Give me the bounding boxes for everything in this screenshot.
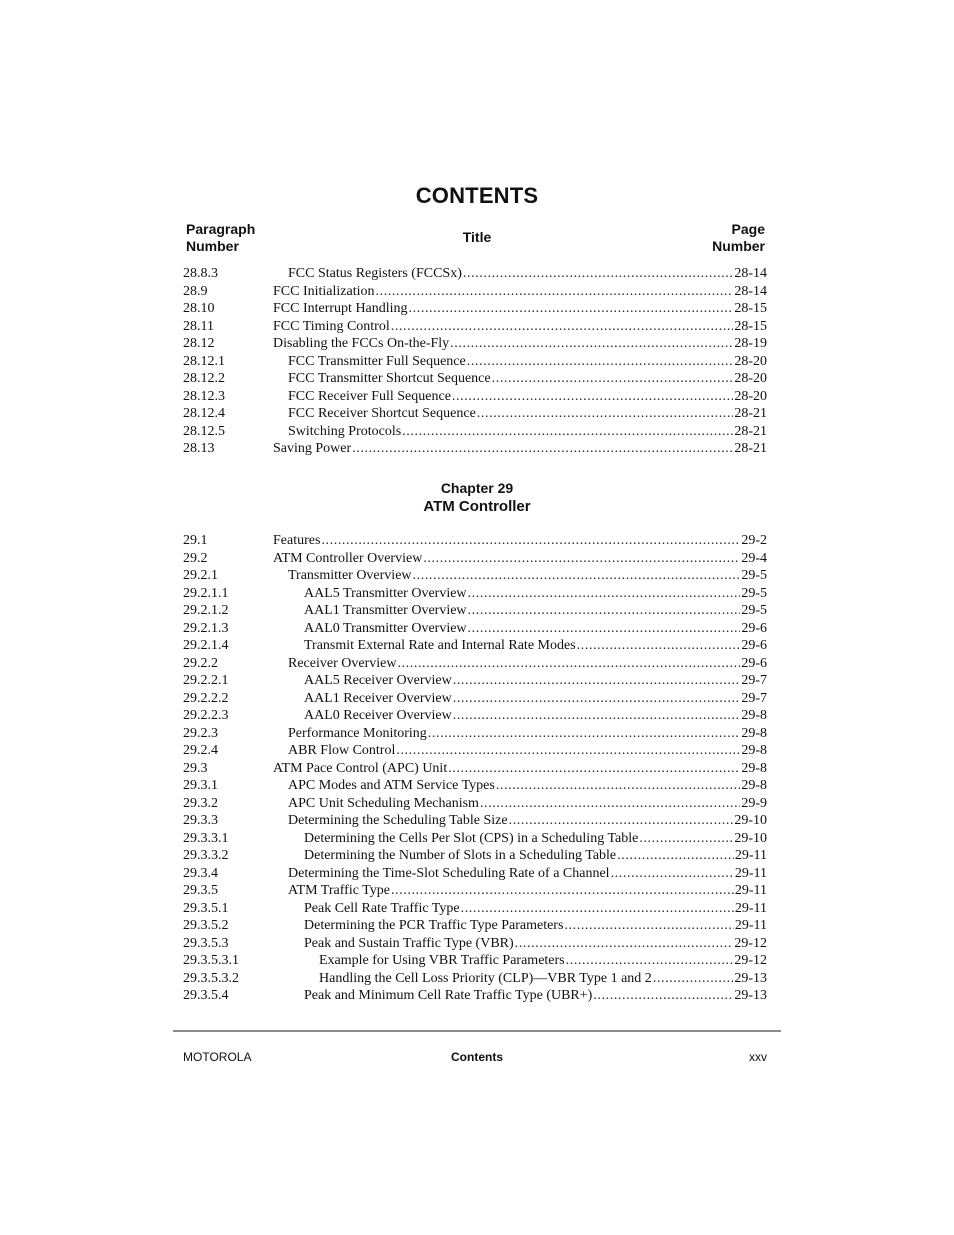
toc-entry-title: Disabling the FCCs On-the-Fly — [273, 336, 450, 351]
toc-entry-line — [304, 690, 767, 708]
toc-entry-line — [304, 620, 767, 638]
dot-leader — [453, 707, 741, 725]
toc-entry-title: AAL0 Receiver Overview — [304, 708, 452, 723]
toc-entry-title: Determining the PCR Traffic Type Parameters — [304, 918, 564, 933]
toc-entry[interactable] — [183, 812, 767, 830]
dot-leader — [463, 265, 733, 283]
toc-entry[interactable] — [183, 690, 767, 708]
toc-entry-title: Determining the Scheduling Table Size — [288, 813, 508, 828]
toc-entry-line — [304, 602, 767, 620]
toc-entry-number: 29.3.5.2 — [183, 918, 229, 933]
toc-entry[interactable] — [183, 795, 767, 813]
toc-entry-title: Peak Cell Rate Traffic Type — [304, 900, 460, 916]
toc-entry-number: 29.2 — [183, 550, 208, 566]
toc-entry-title: Peak and Sustain Traffic Type (VBR) — [304, 935, 514, 951]
toc-entry-title: Determining the Number of Slots in a Scheduling Table — [304, 848, 617, 863]
toc-entry-page: 29-11 — [734, 900, 767, 916]
dot-leader — [397, 655, 740, 673]
toc-entry-title: FCC Transmitter Full Sequence — [288, 353, 466, 369]
toc-entry-line — [319, 952, 767, 970]
toc-entry-line — [288, 388, 767, 406]
dot-leader — [515, 935, 734, 953]
toc-entry-number: 29.3.2 — [183, 795, 218, 811]
toc-entry[interactable] — [183, 952, 767, 970]
toc-entry-number: 29.2.4 — [183, 743, 218, 758]
chapter-title: ATM Controller — [423, 498, 531, 515]
toc-entry-number: 29.3 — [183, 760, 208, 776]
toc-entry-line — [273, 760, 767, 778]
toc-entry-title: ATM Pace Control (APC) Unit — [273, 760, 448, 776]
toc-entry-page: 29-7 — [741, 673, 767, 688]
toc-entry-title: Receiver Overview — [288, 655, 397, 671]
toc-entry-line — [304, 672, 767, 690]
toc-entry[interactable] — [183, 970, 767, 988]
toc-entry[interactable] — [183, 987, 767, 1005]
toc-entry-number: 29.3.3.1 — [183, 830, 229, 846]
dot-leader — [653, 970, 734, 988]
toc-entry-page: 29-11 — [734, 883, 767, 898]
toc-entry-number: 29.3.3 — [183, 813, 218, 828]
toc-entry-title: Features — [273, 533, 321, 548]
toc-entry-title: Handling the Cell Loss Priority (CLP)—VBR Type 1 and 2 — [319, 970, 652, 986]
toc-entry-number: 29.3.5.3.1 — [183, 953, 239, 968]
dot-leader — [453, 690, 741, 708]
toc-entry-title: Peak and Minimum Cell Rate Traffic Type (UBR+) — [304, 988, 593, 1003]
toc-entry-title: FCC Transmitter Shortcut Sequence — [288, 371, 491, 386]
dot-leader — [564, 917, 733, 935]
toc-entry-page: 28-21 — [734, 423, 767, 439]
dot-leader — [402, 423, 733, 441]
toc-entry-line — [288, 795, 767, 813]
toc-entry[interactable] — [183, 585, 767, 603]
toc-entry-line — [273, 300, 767, 318]
toc-entry[interactable] — [183, 602, 767, 620]
toc-entry-number: 29.2.1.1 — [183, 585, 229, 601]
toc-entry-page: 29-11 — [734, 918, 767, 933]
toc-entry-line — [304, 900, 767, 918]
toc-entry-line — [288, 882, 767, 900]
toc-entry-line — [319, 970, 767, 988]
toc-entry-line — [288, 865, 767, 883]
toc-entry-line — [288, 812, 767, 830]
dot-leader — [409, 300, 734, 318]
toc-entry[interactable] — [183, 405, 767, 423]
dot-leader — [428, 725, 741, 743]
toc-entry-page: 29-10 — [734, 830, 767, 846]
toc-entry-number: 29.3.5.1 — [183, 900, 229, 916]
dot-leader — [396, 742, 740, 760]
dot-leader — [467, 353, 734, 371]
toc-entry[interactable] — [183, 760, 767, 778]
toc-entry-page: 29-2 — [741, 533, 767, 548]
toc-entry-page: 29-6 — [741, 620, 767, 636]
toc-entry-page: 29-8 — [741, 743, 767, 758]
toc-entry[interactable] — [183, 265, 767, 283]
toc-entry-title: Example for Using VBR Traffic Parameters — [319, 953, 565, 968]
toc-entry-line — [304, 917, 767, 935]
toc-entry-line — [273, 550, 767, 568]
page-title: CONTENTS — [415, 183, 539, 208]
toc-entry-page: 29-5 — [741, 585, 767, 601]
toc-entry-title: Transmit External Rate and Internal Rate Modes — [304, 638, 576, 653]
toc-entry-line — [288, 265, 767, 283]
toc-entry-line — [288, 567, 767, 585]
toc-entry-line — [273, 335, 767, 353]
dot-leader — [611, 865, 734, 883]
toc-entry-line — [288, 370, 767, 388]
toc-entry-page: 28-21 — [734, 406, 767, 421]
dot-leader — [480, 795, 740, 813]
dot-leader — [593, 987, 733, 1005]
dot-leader — [321, 532, 740, 550]
toc-entry-page: 29-5 — [741, 603, 767, 618]
header-left-line1: Paragraph — [186, 221, 256, 237]
toc-entry-page: 29-6 — [741, 655, 767, 671]
dot-leader — [509, 812, 734, 830]
toc-entry-line — [288, 423, 767, 441]
dot-leader — [477, 405, 734, 423]
dot-leader — [391, 318, 734, 336]
toc-entry-number: 29.1 — [183, 533, 208, 548]
footer-page-number: xxv — [749, 1050, 767, 1064]
toc-entry-line — [288, 742, 767, 760]
toc-entry-title: AAL5 Transmitter Overview — [304, 585, 467, 601]
toc-entry-line — [288, 353, 767, 371]
toc-entry-number: 29.2.3 — [183, 725, 218, 741]
toc-entry-page: 29-4 — [741, 550, 767, 566]
toc-section-29 — [183, 532, 767, 1005]
toc-entry-number: 28.12.3 — [183, 388, 225, 404]
toc-entry-page: 28-15 — [734, 318, 767, 334]
toc-entry-page: 28-19 — [734, 336, 767, 351]
dot-leader — [577, 637, 741, 655]
toc-entry-number: 28.11 — [183, 318, 214, 334]
toc-entry[interactable] — [183, 532, 767, 550]
toc-entry-number: 29.3.1 — [183, 778, 218, 793]
dot-leader — [352, 440, 733, 458]
dot-leader — [617, 847, 734, 865]
toc-entry-page: 29-11 — [734, 865, 767, 881]
page-number-header — [712, 221, 765, 255]
toc-entry-number: 29.3.5.3 — [183, 935, 229, 951]
toc-entry-line — [288, 405, 767, 423]
footer-section-name: Contents — [451, 1050, 503, 1064]
toc-entry[interactable] — [183, 777, 767, 795]
toc-entry-number: 28.12 — [183, 336, 215, 351]
toc-entry[interactable] — [183, 672, 767, 690]
toc-entry[interactable] — [183, 917, 767, 935]
dot-leader — [461, 900, 734, 918]
toc-entry[interactable] — [183, 318, 767, 336]
toc-entry[interactable] — [183, 620, 767, 638]
toc-entry-title: FCC Timing Control — [273, 318, 390, 334]
toc-entry-page: 28-20 — [734, 388, 767, 404]
toc-entry-number: 28.12.4 — [183, 406, 225, 421]
toc-entry-page: 29-13 — [734, 970, 767, 986]
toc-entry-page: 29-13 — [734, 988, 767, 1003]
toc-entry-number: 29.3.5 — [183, 883, 218, 898]
toc-entry-title: Switching Protocols — [288, 423, 402, 439]
dot-leader — [468, 620, 741, 638]
toc-entry-line — [288, 725, 767, 743]
toc-entry-number: 29.2.2.3 — [183, 708, 229, 723]
footer-publisher: MOTOROLA — [183, 1050, 252, 1064]
toc-entry[interactable] — [183, 935, 767, 953]
dot-leader — [566, 952, 734, 970]
toc-entry-number: 28.9 — [183, 283, 208, 299]
toc-entry-page: 29-10 — [734, 813, 767, 828]
toc-entry[interactable] — [183, 283, 767, 301]
toc-entry[interactable] — [183, 655, 767, 673]
toc-entry-page: 29-8 — [741, 778, 767, 793]
toc-entry-title: AAL0 Transmitter Overview — [304, 620, 467, 636]
toc-entry-page: 28-20 — [734, 371, 767, 386]
toc-entry-page: 29-12 — [734, 935, 767, 951]
toc-entry-title: APC Unit Scheduling Mechanism — [288, 795, 479, 811]
toc-entry-title: Saving Power — [273, 441, 352, 456]
header-right-line2: Number — [712, 238, 765, 254]
toc-entry-page: 29-6 — [741, 638, 767, 653]
dot-leader — [448, 760, 740, 778]
toc-entry[interactable] — [183, 900, 767, 918]
header-right-line1: Page — [731, 221, 765, 237]
toc-entry[interactable] — [183, 707, 767, 725]
toc-entry-line — [304, 637, 767, 655]
toc-entry-page: 28-15 — [734, 301, 767, 316]
toc-entry-title: Performance Monitoring — [288, 725, 427, 741]
toc-entry[interactable] — [183, 637, 767, 655]
toc-entry-line — [273, 532, 767, 550]
toc-entry-title: FCC Receiver Shortcut Sequence — [288, 406, 476, 421]
toc-entry-title: FCC Interrupt Handling — [273, 301, 408, 316]
toc-entry-title: FCC Initialization — [273, 283, 375, 299]
toc-entry[interactable] — [183, 830, 767, 848]
dot-leader — [391, 882, 734, 900]
toc-entry[interactable] — [183, 550, 767, 568]
toc-entry-page: 29-7 — [741, 690, 767, 706]
toc-entry-page: 29-8 — [741, 708, 767, 723]
toc-entry[interactable] — [183, 423, 767, 441]
toc-entry-number: 28.10 — [183, 301, 215, 316]
toc-entry-title: AAL1 Transmitter Overview — [304, 603, 467, 618]
toc-entry-line — [288, 777, 767, 795]
toc-entry-title: FCC Receiver Full Sequence — [288, 388, 451, 404]
toc-entry-number: 29.3.4 — [183, 865, 218, 881]
toc-entry-title: ATM Traffic Type — [288, 883, 390, 898]
dot-leader — [468, 585, 741, 603]
toc-entry[interactable] — [183, 567, 767, 585]
toc-entry[interactable] — [183, 440, 767, 458]
toc-entry-line — [304, 707, 767, 725]
dot-leader — [450, 335, 733, 353]
toc-entry[interactable] — [183, 353, 767, 371]
toc-entry-number: 29.2.1.3 — [183, 620, 229, 636]
toc-entry-number: 29.2.2.2 — [183, 690, 229, 706]
toc-entry[interactable] — [183, 865, 767, 883]
toc-entry[interactable] — [183, 370, 767, 388]
toc-entry-line — [304, 847, 767, 865]
footer-rule — [173, 1030, 781, 1032]
toc-entry-line — [304, 830, 767, 848]
toc-entry-page: 28-14 — [734, 266, 767, 281]
toc-entry-line — [273, 283, 767, 301]
toc-entry[interactable] — [183, 335, 767, 353]
toc-entry-number: 29.2.1.4 — [183, 638, 229, 653]
toc-entry-page: 29-11 — [734, 848, 767, 863]
toc-entry-page: 29-8 — [741, 725, 767, 741]
toc-entry-title: FCC Status Registers (FCCSx) — [288, 266, 462, 281]
toc-entry-title: Transmitter Overview — [288, 568, 412, 583]
dot-leader — [452, 388, 733, 406]
toc-entry-title: AAL5 Receiver Overview — [304, 673, 452, 688]
toc-entry-number: 29.2.1.2 — [183, 603, 229, 618]
toc-entry-title: ABR Flow Control — [288, 743, 396, 758]
toc-entry-page: 28-14 — [734, 283, 767, 299]
header-left-line2: Number — [186, 238, 239, 254]
dot-leader — [423, 550, 740, 568]
toc-entry-number: 28.12.2 — [183, 371, 225, 386]
title-header: Title — [462, 229, 492, 245]
toc-entry-line — [304, 585, 767, 603]
chapter-number: Chapter 29 — [440, 480, 514, 496]
toc-entry-line — [288, 655, 767, 673]
toc-entry-number: 29.3.5.3.2 — [183, 970, 239, 986]
dot-leader — [413, 567, 741, 585]
toc-entry-page: 28-21 — [734, 441, 767, 456]
dot-leader — [453, 672, 741, 690]
toc-entry-page: 28-20 — [734, 353, 767, 369]
toc-entry-title: ATM Controller Overview — [273, 550, 423, 566]
toc-entry-number: 29.3.5.4 — [183, 988, 229, 1003]
dot-leader — [492, 370, 734, 388]
toc-entry-line — [304, 935, 767, 953]
toc-section-28 — [183, 265, 767, 458]
toc-entry-page: 29-12 — [734, 953, 767, 968]
toc-entry-number: 28.8.3 — [183, 266, 218, 281]
toc-entry[interactable] — [183, 882, 767, 900]
toc-entry-line — [273, 440, 767, 458]
toc-entry-number: 28.12.1 — [183, 353, 225, 369]
toc-entry-number: 28.12.5 — [183, 423, 225, 439]
toc-entry[interactable] — [183, 847, 767, 865]
toc-entry-title: Determining the Time-Slot Scheduling Rate of a Channel — [288, 865, 610, 881]
toc-entry-line — [304, 987, 767, 1005]
toc-entry[interactable] — [183, 742, 767, 760]
dot-leader — [496, 777, 741, 795]
toc-entry-title: APC Modes and ATM Service Types — [288, 778, 495, 793]
toc-entry-page: 29-8 — [741, 760, 767, 776]
toc-entry[interactable] — [183, 725, 767, 743]
toc-entry-number: 28.13 — [183, 441, 215, 456]
toc-entry-number: 29.2.2.1 — [183, 673, 229, 688]
toc-entry-page: 29-5 — [741, 568, 767, 583]
toc-entry-number: 29.2.1 — [183, 568, 218, 583]
toc-entry-number: 29.2.2 — [183, 655, 218, 671]
dot-leader — [376, 283, 734, 301]
toc-entry-title: Determining the Cells Per Slot (CPS) in a Scheduling Table — [304, 830, 639, 846]
toc-entry-title: AAL1 Receiver Overview — [304, 690, 452, 706]
dot-leader — [639, 830, 733, 848]
toc-entry[interactable] — [183, 300, 767, 318]
toc-entry[interactable] — [183, 388, 767, 406]
toc-entry-number: 29.3.3.2 — [183, 848, 229, 863]
toc-entry-line — [273, 318, 767, 336]
dot-leader — [468, 602, 741, 620]
toc-entry-page: 29-9 — [741, 795, 767, 811]
